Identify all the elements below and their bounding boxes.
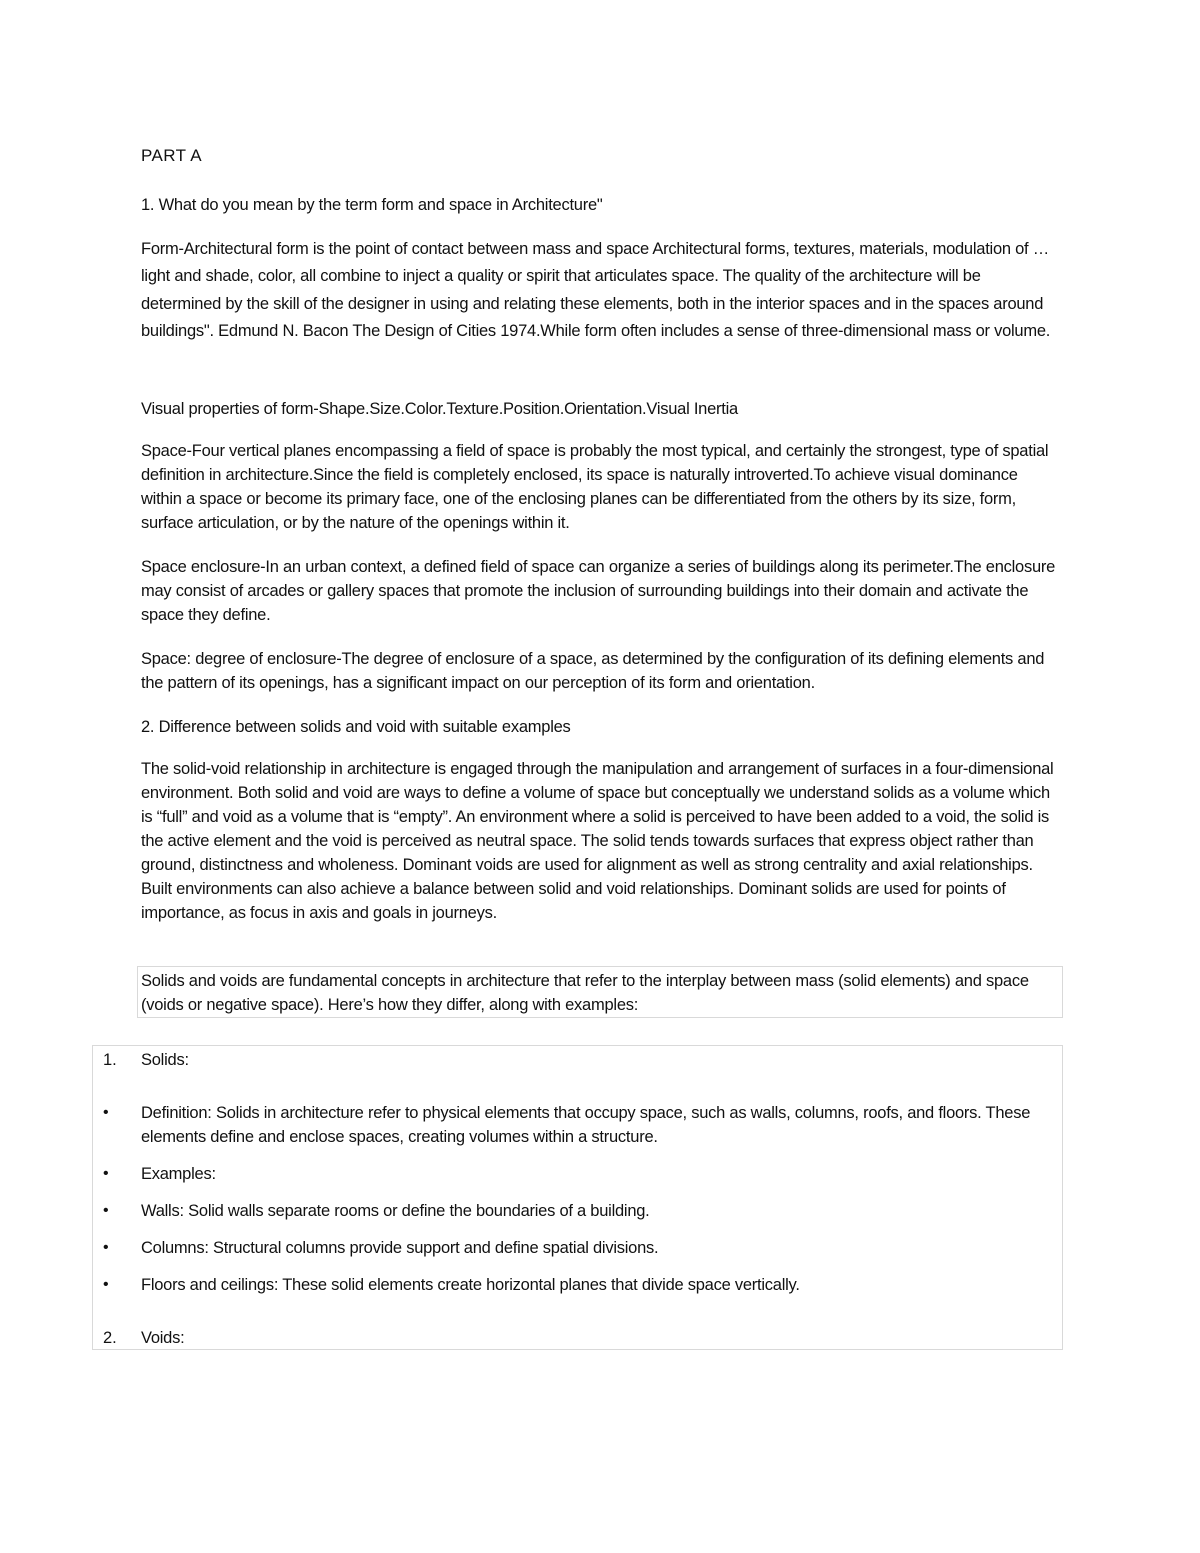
list-item-voids: Voids: bbox=[141, 1329, 185, 1347]
intro-text-box bbox=[137, 966, 1063, 1018]
solid-void-paragraph: The solid-void relationship in architecture is engaged through the manipulation and arrangement of surfaces in a four-dimensional environment. Both solid and void are ways to define a volume of space but conceptually we understand solids as a volume which is “full” and void as a volume that is “empty”. An environment where a solid is perceived to have been added to a void, the solid is the active element and the void is perceived as neutral space. The solid tends towards surfaces that express object rather than ground, distinctness and wholeness. Dominant voids are used for alignment as well as strong centrality and axial relationships. Built environments can also achieve a balance between solid and void relationships. Dominant solids are used for points of importance, as focus in axis and goals in journeys. bbox=[141, 760, 1054, 922]
list-number-2: 2. bbox=[103, 1329, 117, 1347]
bullet-columns: Columns: Structural columns provide support and define spatial divisions. bbox=[141, 1239, 659, 1257]
part-heading: PART A bbox=[141, 146, 202, 165]
bullet-walls: Walls: Solid walls separate rooms or define the boundaries of a building. bbox=[141, 1202, 650, 1220]
degree-of-enclosure-paragraph: Space: degree of enclosure-The degree of enclosure of a space, as determined by the configuration of its defining elements and the pattern of its openings, has a significant impact on our perception of its form and orientation. bbox=[141, 650, 1045, 692]
bullet-examples: Examples: bbox=[141, 1165, 216, 1183]
intro-box-text: Solids and voids are fundamental concepts in architecture that refer to the interplay between mass (solid elements) and space (voids or negative space). Here’s how they differ, along with examples: bbox=[141, 972, 1029, 1014]
space-enclosure-paragraph: Space enclosure-In an urban context, a defined field of space can organize a series of buildings along its perimeter.The enclosure may consist of arcades or gallery spaces that promote the inclusion of surrounding buildings into their domain and activate the space they define. bbox=[141, 558, 1056, 624]
form-paragraph: Form-Architectural form is the point of contact between mass and space Architectural forms, textures, materials, modulation of … light and shade, color, all combine to inject a quality or spirit that articulates space. The quality of the architecture will be determined by the skill of the designer in using and relating these elements, both in the interior spaces and in the spaces around buildings". Edmund N. Bacon The Design of Cities 1974.While form often includes a sense of three-dimensional mass or volume. bbox=[141, 240, 1051, 341]
question-2: 2. Difference between solids and void with suitable examples bbox=[141, 718, 571, 736]
space-paragraph: Space-Four vertical planes encompassing a field of space is probably the most typical, and certainly the strongest, type of spatial definition in architecture.Since the field is completely enclosed, its space is naturally introverted.To achieve visual dominance within a space or become its primary face, one of the enclosing planes can be differentiated from the others by its size, form, surface articulation, or by the nature of the openings within it. bbox=[141, 442, 1049, 532]
list-item-solids: Solids: bbox=[141, 1051, 189, 1069]
bullet-glyph: • bbox=[103, 1276, 109, 1293]
bullet-glyph: • bbox=[103, 1239, 109, 1256]
bullet-glyph: • bbox=[103, 1104, 109, 1121]
visual-properties-paragraph: Visual properties of form-Shape.Size.Color.Texture.Position.Orientation.Visual Inertia bbox=[141, 400, 738, 418]
question-1: 1. What do you mean by the term form and space in Architecture" bbox=[141, 196, 603, 214]
solids-voids-list-box bbox=[92, 1045, 1063, 1350]
bullet-definition: Definition: Solids in architecture refer to physical elements that occupy space, such as walls, columns, roofs, and floors. These elements define and enclose spaces, creating volumes within a structure. bbox=[141, 1104, 1031, 1146]
bullet-glyph: • bbox=[103, 1165, 109, 1182]
list-number-1: 1. bbox=[103, 1051, 117, 1069]
bullet-glyph: • bbox=[103, 1202, 109, 1219]
bullet-floors-ceilings: Floors and ceilings: These solid elements create horizontal planes that divide space vertically. bbox=[141, 1276, 800, 1294]
